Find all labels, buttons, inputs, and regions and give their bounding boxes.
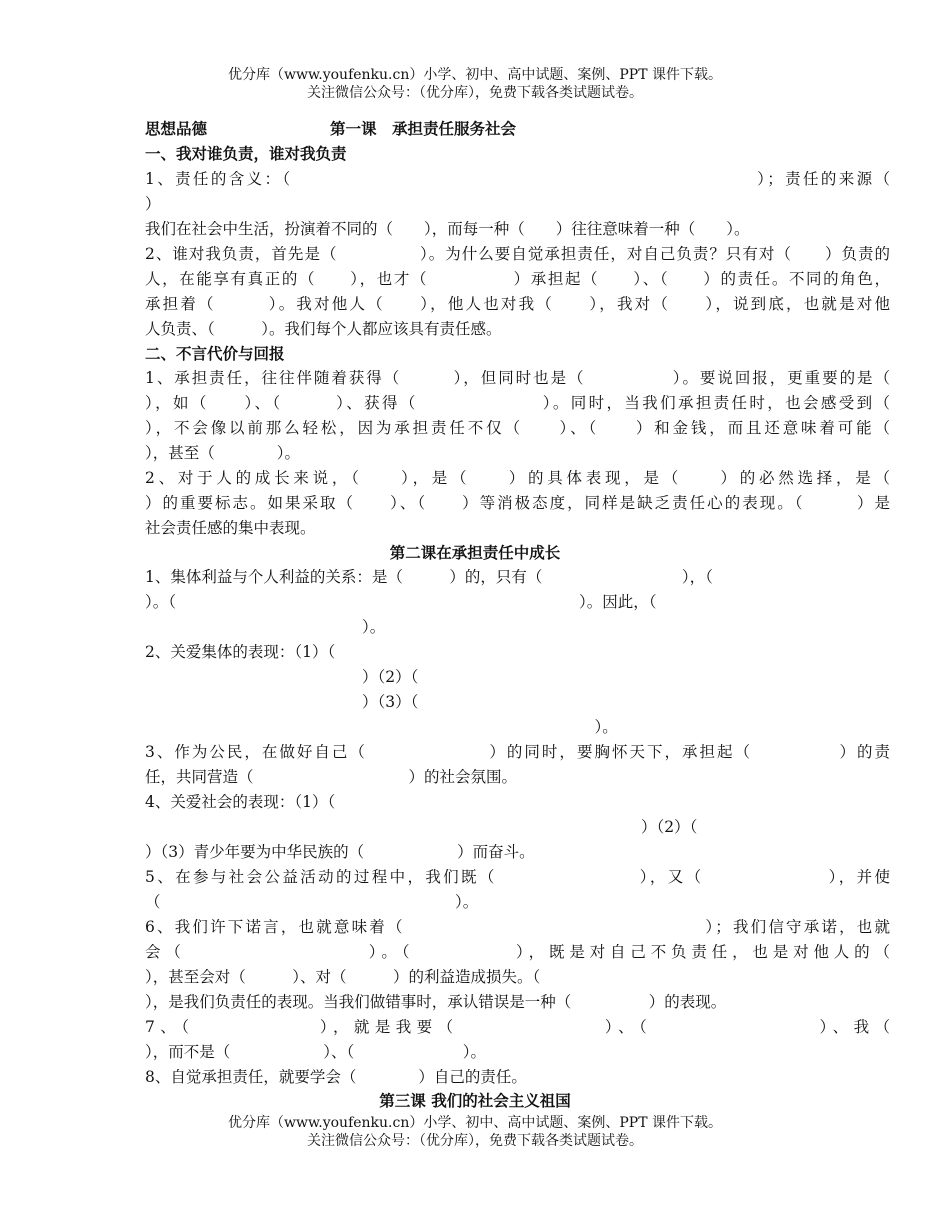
text-line: ），甚至会对（ ）、对（ ）的利益造成损失。（: [145, 968, 541, 986]
text-line: 我们在社会中生活，扮演着不同的（ ），而每一种（ ）往往意味着一种（ ）。: [145, 220, 750, 238]
header-line-1: 优分库（www.youfenku.cn）小学、初中、高中试题、案例、PPT 课件下载。: [227, 67, 722, 83]
text-line: 1、责任的含义：（ ）；责任的来源（: [145, 170, 890, 188]
text-line: 社会责任感的集中表现。: [145, 519, 316, 537]
text-line: 3、作为公民，在做好自己（ ）的同时，要胸怀天下，承担起（ ）的责: [145, 743, 890, 761]
text-line: 5、在参与社会公益活动的过程中，我们既（ ），又（ ），并使: [145, 868, 890, 886]
text-line: ）。: [145, 618, 386, 636]
text-line: 人，在能享有真正的（ ），也才（ ）承担起（ ）、（ ）的责任。不同的角色，: [145, 270, 890, 288]
header-line-2: 关注微信公众号：（优分库），免费下载各类试题试卷。: [307, 85, 643, 101]
text-line: ）的重要标志。如果采取（ ）、（ ）等消极态度，同样是缺乏责任心的表现。（ ）是: [145, 494, 890, 512]
text-line: 承担着（ ）。我对他人（ ），他人也对我（ ），我对（ ），说到底，也就是对他: [145, 295, 890, 313]
text-line: ），而不是（ ）、（ ）。: [145, 1043, 487, 1061]
text-line: ）。: [145, 718, 618, 736]
text-line: 7、（ ），就是我要（ ）、（ ）、我（: [145, 1018, 890, 1036]
text-line: ）（3）青少年要为中华民族的（ ）而奋斗。: [145, 843, 535, 861]
lesson1-title: 第一课 承担责任服务社会: [330, 119, 517, 138]
title-row: [145, 119, 517, 139]
text-line: ）（3）（: [145, 693, 419, 711]
text-line: 人负责、（ ）。我们每个人都应该具有责任感。: [145, 320, 502, 338]
section1-heading: 一、我对谁负责，谁对我负责: [145, 144, 347, 163]
lesson2-title: 第二课在承担责任中成长: [389, 543, 561, 562]
text-line: 2、关爱集体的表现：（1）（: [145, 643, 336, 661]
text-line: 6、我们许下诺言，也就意味着（ ）；我们信守承诺，也就: [145, 918, 890, 936]
text-line: ），甚至（ ）。: [145, 444, 301, 462]
text-line: ）。（ ）。因此，（: [145, 593, 657, 611]
text-line: 任，共同营造（ ）的社会氛围。: [145, 768, 518, 786]
text-line: ）: [145, 195, 161, 213]
text-line: 2、谁对我负责，首先是（ ）。为什么要自觉承担责任，对自己负责？只有对（ ）负责的: [145, 245, 890, 263]
footer-line-1: 优分库（www.youfenku.cn）小学、初中、高中试题、案例、PPT 课件下载。: [227, 1115, 722, 1131]
section2-heading: 二、不言代价与回报: [145, 344, 285, 363]
text-line: ）（2）（: [145, 668, 419, 686]
text-line: 1、承担责任，往往伴随着获得（ ），但同时也是（ ）。要说回报，更重要的是（: [145, 369, 890, 387]
text-line: ）（2）（: [145, 818, 698, 836]
text-line: 8、自觉承担责任，就要学会（ ）自己的责任。: [145, 1068, 527, 1086]
text-line: ），是我们负责任的表现。当我们做错事时，承认错误是一种（ ）的表现。: [145, 993, 727, 1011]
text-line: ），如（ ）、（ ）、获得（ ）。同时，当我们承担责任时，也会感受到（: [145, 394, 890, 412]
text-line: 4、关爱社会的表现：（1）（: [145, 793, 336, 811]
text-line: 2、对于人的成长来说，（ ），是（ ）的具体表现，是（ ）的必然选择，是（: [145, 469, 890, 487]
text-line: 1、集体利益与个人利益的关系：是（ ）的，只有（ ），（: [145, 568, 713, 586]
subject-label: 思想品德: [145, 119, 208, 138]
footer-line-2: 关注微信公众号：（优分库），免费下载各类试题试卷。: [307, 1133, 643, 1149]
lesson3-title: 第三课 我们的社会主义祖国: [379, 1091, 571, 1110]
text-line: 会（ ）。（ ），既是对自己不负责任，也是对他人的（: [145, 943, 890, 961]
text-line: ），不会像以前那么轻松，因为承担责任不仅（ ）、（ ）和金钱，而且还意味着可能（: [145, 419, 890, 437]
text-line: （ ）。: [145, 893, 479, 911]
